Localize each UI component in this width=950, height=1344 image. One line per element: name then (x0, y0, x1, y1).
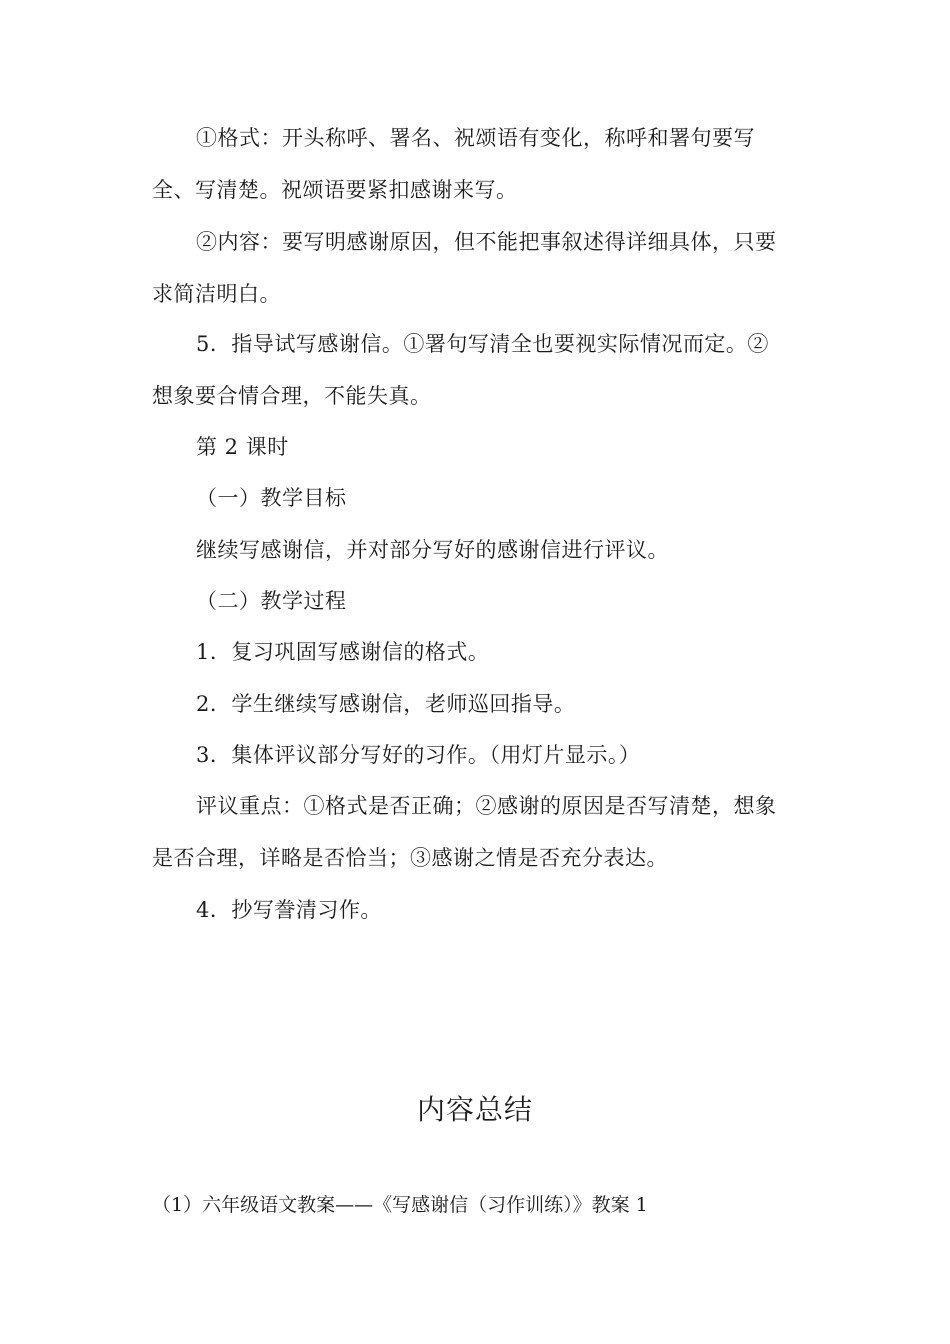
process-step-1: 1．复习巩固写感谢信的格式。 (196, 640, 490, 664)
format-point-line-1: ①格式：开头称呼、署名、祝颂语有变化，称呼和署句要写 (196, 126, 755, 150)
teaching-goal-text: 继续写感谢信，并对部分写好的感谢信进行评议。 (196, 538, 669, 562)
format-point-line-2: 全、写清楚。祝颂语要紧扣感谢来写。 (152, 178, 518, 202)
step-5-line-1: 5．指导试写感谢信。①署句写清全也要视实际情况而定。② (196, 332, 769, 356)
content-point-line-2: 求简洁明白。 (152, 282, 281, 306)
process-step-3: 3．集体评议部分写好的习作。（用灯片显示。） (196, 743, 641, 767)
lesson-2-heading: 第 2 课时 (196, 435, 289, 459)
process-step-2: 2．学生继续写感谢信，老师巡回指导。 (196, 692, 576, 716)
review-focus-line-1: 评议重点：①格式是否正确；②感谢的原因是否写清楚，想象 (196, 794, 777, 818)
process-step-4: 4．抄写誊清习作。 (196, 898, 382, 922)
content-point-line-1: ②内容：要写明感谢原因，但不能把事叙述得详细具体，只要 (196, 230, 777, 254)
teaching-process-heading: （二）教学过程 (196, 589, 347, 613)
review-focus-line-2: 是否合理，详略是否恰当；③感谢之情是否充分表达。 (152, 846, 668, 870)
summary-title: 内容总结 (416, 1093, 533, 1126)
step-5-line-2: 想象要合情合理，不能失真。 (152, 384, 432, 408)
summary-item: （1）六年级语文教案——《写感谢信（习作训练）》教案 1 (152, 1194, 648, 1216)
teaching-goals-heading: （一）教学目标 (196, 486, 347, 510)
